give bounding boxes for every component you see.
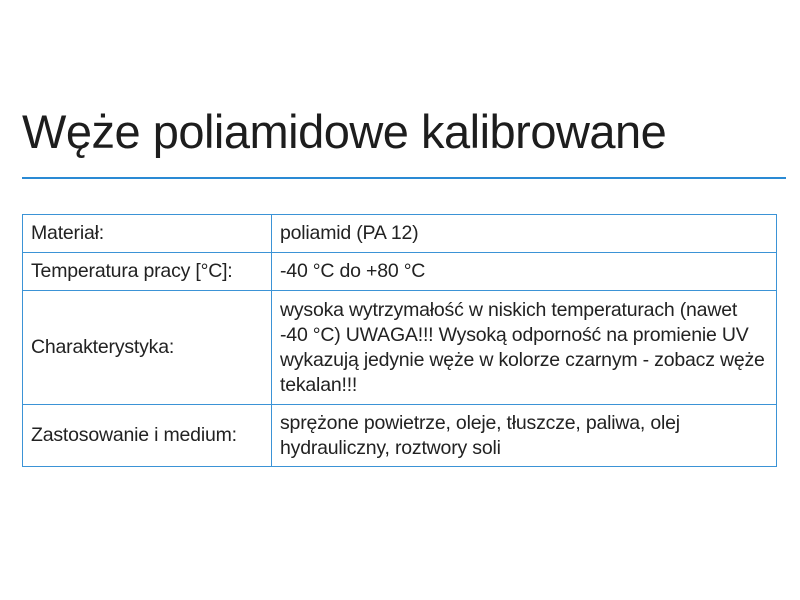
spec-value: -40 °C do +80 °C <box>272 253 777 291</box>
table-row <box>23 291 777 405</box>
title-divider <box>22 177 786 179</box>
spec-label: Charakterystyka: <box>23 291 272 405</box>
spec-label: Materiał: <box>23 215 272 253</box>
spec-table <box>22 214 777 467</box>
spec-label: Zastosowanie i medium: <box>23 405 272 467</box>
table-row <box>23 215 777 253</box>
table-row <box>23 253 777 291</box>
page-title: Węże poliamidowe kalibrowane <box>22 105 667 158</box>
table-row <box>23 405 777 467</box>
spec-value: wysoka wytrzymałość w niskich temperaturach (nawet -40 °C) UWAGA!!! Wysoką odporność na promienie UV wykazują jedynie węże w kolorze czarnym - zobacz węże tekalan!!! <box>272 291 777 405</box>
spec-label: Temperatura pracy [°C]: <box>23 253 272 291</box>
spec-value: sprężone powietrze, oleje, tłuszcze, paliwa, olej hydrauliczny, roztwory soli <box>272 405 777 467</box>
spec-value: poliamid (PA 12) <box>272 215 777 253</box>
